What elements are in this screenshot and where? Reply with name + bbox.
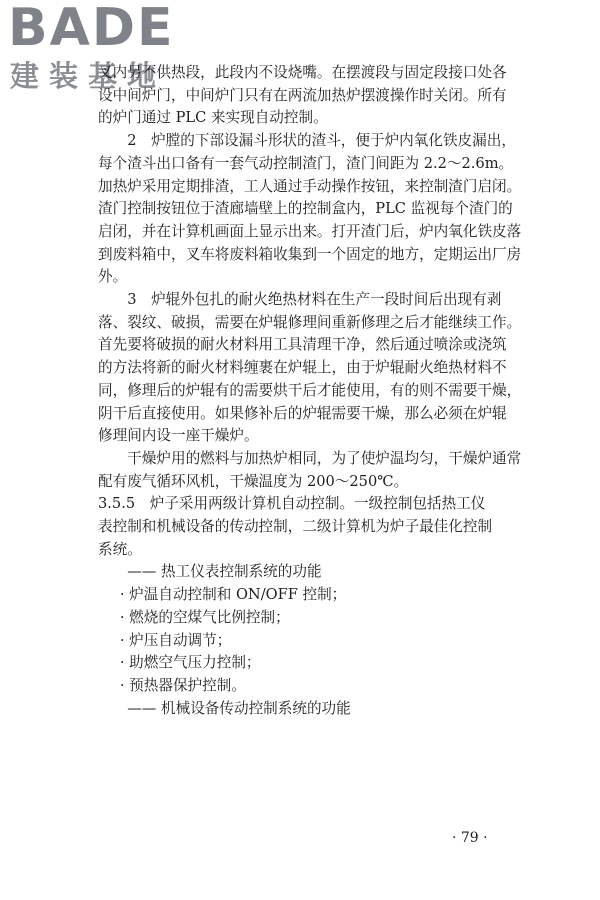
dash-list-item: —— 机械设备传动控制系统的功能 (127, 699, 351, 717)
text-line: 系统。 (98, 540, 142, 558)
text-line: 落、裂纹、破损，需要在炉辊修理间重新修理之后才能继续工作。 (98, 313, 522, 331)
text-line: 的炉门通过 PLC 来实现自动控制。 (98, 109, 328, 127)
page-body (98, 62, 528, 720)
logo-subtitle: 建装基地 (10, 59, 167, 93)
bullet-list-item: · 燃烧的空煤气比例控制； (119, 608, 290, 626)
text-line: 表控制和机械设备的传动控制，二级计算机为炉子最佳化控制 (98, 518, 493, 536)
text-line: 每个渣斗出口备有一套气动控制渣门，渣门间距为 2.2～2.6m。 (98, 154, 514, 172)
text-line: 2 炉膛的下部设漏斗形状的渣斗，便于炉内氧化铁皮漏出， (127, 132, 516, 150)
text-line: 外。 (98, 268, 128, 286)
logo-brand: BADE (8, 0, 175, 58)
page-number: · 79 · (452, 830, 488, 846)
text-line: 设中间炉门，中间炉门只有在两流加热炉摆渡操作时关闭。所有 (98, 86, 507, 104)
text-line: 阴干后直接使用。如果修补后的炉辊需要干燥，那么必须在炉辊 (98, 404, 507, 422)
text-line: 启闭，并在计算机画面上显示出来。打开渣门后，炉内氧化铁皮落 (98, 222, 522, 240)
text-line: 到废料箱中，叉车将废料箱收集到一个固定的地方，定期运出厂房 (98, 245, 522, 263)
text-line: 配有废气循环风机，干燥温度为 200～250℃。 (98, 472, 409, 490)
text-line: 同，修理后的炉辊有的需要烘干后才能使用，有的则不需要干燥， (98, 381, 522, 399)
text-line: 叉内另不供热段，此段内不设烧嘴。在摆渡段与固定段接口处各 (98, 64, 507, 81)
text-line: 的方法将新的耐火材料缠裹在炉辊上，由于炉辊耐火绝热材料不 (98, 359, 507, 377)
section-heading-line: 3.5.5 炉子采用两级计算机自动控制。一级控制包括热工仪 (98, 495, 486, 513)
dash-list-item: —— 热工仪表控制系统的功能 (127, 563, 322, 581)
bullet-list-item: · 助燃空气压力控制； (119, 654, 261, 672)
text-line: 加热炉采用定期排渣，工人通过手动操作按钮，来控制渣门启闭。 (98, 177, 522, 195)
text-line: 干燥炉用的燃料与加热炉相同，为了使炉温均匀，干燥炉通常 (127, 449, 522, 467)
text-line: 首先要将破损的耐火材料用工具清理干净，然后通过喷涂或浇筑 (98, 336, 507, 354)
text-line: 渣门控制按钮位于渣廊墙壁上的控制盒内，PLC 监视每个渣门的 (98, 200, 513, 218)
text-line: 3 炉辊外包扎的耐火绝热材料在生产一段时间后出现有剥 (127, 291, 502, 309)
bullet-list-item: · 预热器保护控制。 (119, 676, 246, 694)
bullet-list-item: · 炉压自动调节； (119, 631, 232, 649)
bullet-list-item: · 炉温自动控制和 ON/OFF 控制； (119, 586, 347, 604)
text-line: 修理间内设一座干燥炉。 (98, 427, 259, 445)
